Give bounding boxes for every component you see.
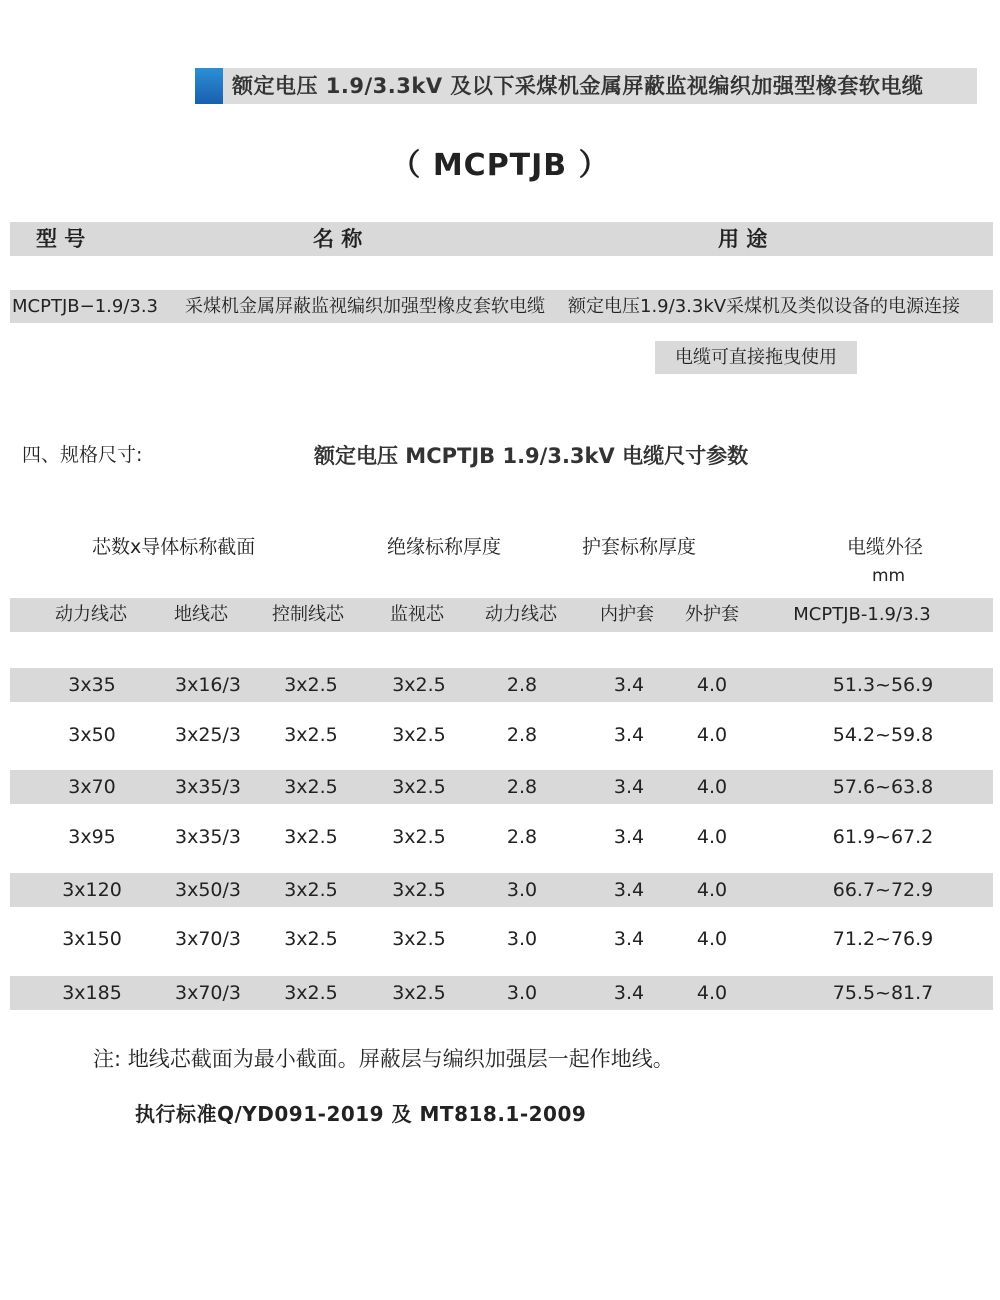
- info-name: 采煤机金属屏蔽监视编织加强型橡皮套软电缆: [185, 296, 545, 317]
- info-usage-line2: 电缆可直接拖曳使用: [675, 347, 837, 368]
- cell-control-core: 3x2.5: [284, 724, 338, 746]
- group-header-insulation: 绝缘标称厚度: [387, 536, 502, 558]
- cell-outer-sheath: 4.0: [696, 928, 728, 950]
- title-accent-block: [195, 68, 223, 104]
- cell-insulation-thickness: 2.8: [506, 674, 538, 696]
- cell-monitor-core: 3x2.5: [392, 928, 446, 950]
- model-code: （ MCPTJB ）: [390, 148, 610, 183]
- cell-inner-sheath: 3.4: [613, 776, 645, 798]
- cell-outer-diameter: 71.2~76.9: [832, 928, 934, 950]
- cell-inner-sheath: 3.4: [613, 879, 645, 901]
- cell-insulation-thickness: 2.8: [506, 776, 538, 798]
- info-table-header-bar: [10, 222, 993, 256]
- cell-monitor-core: 3x2.5: [392, 776, 446, 798]
- standard-reference: 执行标准Q/YD091-2019 及 MT818.1-2009: [135, 1102, 587, 1126]
- cell-outer-sheath: 4.0: [696, 879, 728, 901]
- table-note: 注: 地线芯截面为最小截面。屏蔽层与编织加强层一起作地线。: [93, 1047, 674, 1071]
- cell-inner-sheath: 3.4: [613, 982, 645, 1004]
- cell-monitor-core: 3x2.5: [392, 826, 446, 848]
- cell-insulation-thickness: 3.0: [506, 982, 538, 1004]
- cell-power-core: 3x35: [68, 674, 116, 696]
- cell-inner-sheath: 3.4: [613, 674, 645, 696]
- cell-inner-sheath: 3.4: [613, 724, 645, 746]
- col-header-outer-sheath: 外护套: [685, 604, 739, 625]
- cell-outer-sheath: 4.0: [696, 826, 728, 848]
- cell-control-core: 3x2.5: [284, 776, 338, 798]
- info-header-model: 型 号: [36, 227, 86, 251]
- cell-outer-diameter: 61.9~67.2: [832, 826, 934, 848]
- cell-outer-sheath: 4.0: [696, 776, 728, 798]
- cell-insulation-thickness: 3.0: [506, 928, 538, 950]
- cell-ground-core: 3x35/3: [175, 776, 241, 798]
- cell-power-core: 3x95: [68, 826, 116, 848]
- col-header-insulation-power: 动力线芯: [485, 604, 557, 625]
- cell-insulation-thickness: 2.8: [506, 724, 538, 746]
- cell-insulation-thickness: 2.8: [506, 826, 538, 848]
- cell-monitor-core: 3x2.5: [392, 982, 446, 1004]
- cell-inner-sheath: 3.4: [613, 826, 645, 848]
- cell-monitor-core: 3x2.5: [392, 724, 446, 746]
- col-header-ground-core: 地线芯: [174, 604, 228, 625]
- document-title: 额定电压 1.9/3.3kV 及以下采煤机金属屏蔽监视编织加强型橡套软电缆: [232, 74, 924, 98]
- info-header-usage: 用 途: [718, 227, 768, 251]
- cell-power-core: 3x185: [62, 982, 122, 1004]
- cell-ground-core: 3x16/3: [175, 674, 241, 696]
- cell-ground-core: 3x35/3: [175, 826, 241, 848]
- cell-outer-diameter: 66.7~72.9: [832, 879, 934, 901]
- diameter-unit: mm: [872, 566, 906, 586]
- group-header-sheath: 护套标称厚度: [582, 536, 697, 558]
- cell-power-core: 3x70: [68, 776, 116, 798]
- cell-outer-sheath: 4.0: [696, 724, 728, 746]
- cell-control-core: 3x2.5: [284, 982, 338, 1004]
- cell-ground-core: 3x50/3: [175, 879, 241, 901]
- cell-control-core: 3x2.5: [284, 879, 338, 901]
- cell-power-core: 3x120: [62, 879, 122, 901]
- cell-monitor-core: 3x2.5: [392, 674, 446, 696]
- cell-control-core: 3x2.5: [284, 928, 338, 950]
- col-header-outer-diameter: MCPTJB-1.9/3.3: [793, 604, 931, 625]
- cell-control-core: 3x2.5: [284, 674, 338, 696]
- section-title: 额定电压 MCPTJB 1.9/3.3kV 电缆尺寸参数: [314, 444, 749, 468]
- cell-outer-diameter: 57.6~63.8: [832, 776, 934, 798]
- cell-power-core: 3x50: [68, 724, 116, 746]
- cell-ground-core: 3x25/3: [175, 724, 241, 746]
- col-header-monitor-core: 监视芯: [390, 604, 444, 625]
- info-model: MCPTJB−1.9/3.3: [12, 296, 159, 317]
- cell-outer-diameter: 51.3~56.9: [832, 674, 934, 696]
- info-usage-line1: 额定电压1.9/3.3kV采煤机及类似设备的电源连接: [568, 296, 961, 317]
- cell-insulation-thickness: 3.0: [506, 879, 538, 901]
- group-header-diameter: 电缆外径: [847, 536, 924, 558]
- cell-monitor-core: 3x2.5: [392, 879, 446, 901]
- col-header-inner-sheath: 内护套: [600, 604, 654, 625]
- col-header-power-core: 动力线芯: [55, 604, 127, 625]
- cell-outer-sheath: 4.0: [696, 674, 728, 696]
- cell-power-core: 3x150: [62, 928, 122, 950]
- cell-outer-diameter: 75.5~81.7: [832, 982, 934, 1004]
- info-header-name: 名 称: [313, 227, 363, 251]
- cell-outer-diameter: 54.2~59.8: [832, 724, 934, 746]
- section-label: 四、规格尺寸:: [22, 444, 143, 466]
- cell-ground-core: 3x70/3: [175, 928, 241, 950]
- cell-inner-sheath: 3.4: [613, 928, 645, 950]
- group-header-cores: 芯数x导体标称截面: [92, 536, 256, 558]
- cell-control-core: 3x2.5: [284, 826, 338, 848]
- col-header-control-core: 控制线芯: [272, 604, 344, 625]
- cell-outer-sheath: 4.0: [696, 982, 728, 1004]
- cell-ground-core: 3x70/3: [175, 982, 241, 1004]
